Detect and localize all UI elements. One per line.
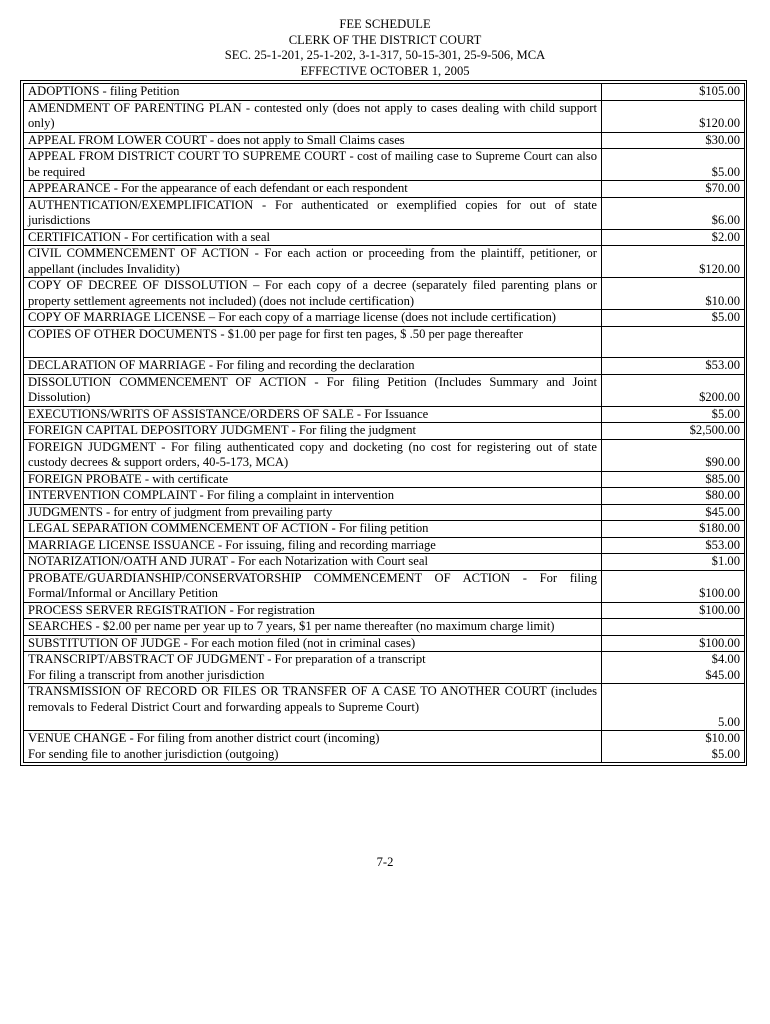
statute-sections: SEC. 25-1-201, 25-1-202, 3-1-317, 50-15-301, 25-9-506, MCA [224,48,546,62]
fee-amount: $2,500.00 [602,423,745,440]
fee-description: COPIES OF OTHER DOCUMENTS - $1.00 per page for first ten pages, $ .50 per page thereafter [24,326,602,358]
fee-description: NOTARIZATION/OATH AND JURAT - For each Notarization with Court seal [24,554,602,571]
fee-amount: $180.00 [602,521,745,538]
fee-description-line: TRANSCRIPT/ABSTRACT OF JUDGMENT - For preparation of a transcript [28,652,426,666]
fee-description: ADOPTIONS - filing Petition [24,84,602,101]
fee-row [24,521,745,538]
fee-description [24,652,602,684]
fee-amount [602,326,745,358]
fee-description: APPEAL FROM DISTRICT COURT TO SUPREME COURT - cost of mailing case to Supreme Court can also be required [24,149,602,181]
fee-table-frame [20,80,747,766]
fee-row [24,278,745,310]
fee-description [24,731,602,763]
fee-amount: $85.00 [602,471,745,488]
fee-row [24,246,745,278]
fee-amount: $100.00 [602,635,745,652]
fee-description: MARRIAGE LICENSE ISSUANCE - For issuing, filing and recording marriage [24,537,602,554]
fee-description: AMENDMENT OF PARENTING PLAN - contested only (does not apply to cases dealing with child support only) [24,100,602,132]
fee-amount: $80.00 [602,488,745,505]
fee-amount: $10.00 [602,278,745,310]
fee-description: PROBATE/GUARDIANSHIP/CONSERVATORSHIP COMMENCEMENT OF ACTION - For filing Formal/Informal or Ancillary Petition [24,570,602,602]
fee-description: FOREIGN PROBATE - with certificate [24,471,602,488]
fee-row [24,181,745,198]
fee-description: JUDGMENTS - for entry of judgment from prevailing party [24,504,602,521]
fee-amount-line: $5.00 [711,746,740,761]
fee-description: LEGAL SEPARATION COMMENCEMENT OF ACTION - For filing petition [24,521,602,538]
fee-amount: $1.00 [602,554,745,571]
fee-amount [602,619,745,636]
fee-amount: $30.00 [602,132,745,149]
fee-row [24,554,745,571]
fee-row [24,229,745,246]
fee-row [24,149,745,181]
fee-row [24,100,745,132]
fee-amount: $120.00 [602,246,745,278]
fee-amount: $45.00 [602,504,745,521]
fee-row [24,84,745,101]
page-number: 7-2 [376,855,394,869]
fee-row [24,374,745,406]
fee-description: APPEAL FROM LOWER COURT - does not apply to Small Claims cases [24,132,602,149]
fee-description: PROCESS SERVER REGISTRATION - For registration [24,602,602,619]
fee-description-line: For filing a transcript from another jurisdiction [28,667,265,682]
fee-row [24,406,745,423]
fee-description: EXECUTIONS/WRITS OF ASSISTANCE/ORDERS OF SALE - For Issuance [24,406,602,423]
fee-amount: $90.00 [602,439,745,471]
fee-description: DECLARATION OF MARRIAGE - For filing and recording the declaration [24,358,602,375]
fee-description: TRANSMISSION OF RECORD OR FILES OR TRANSFER OF A CASE TO ANOTHER COURT (includes removals to Federal District Court and forwarding appeals to Supreme Court) [24,684,602,731]
fee-row [24,197,745,229]
fee-description-line: For sending file to another jurisdiction (outgoing) [28,746,279,761]
fee-amount: $53.00 [602,358,745,375]
fee-row [24,731,745,763]
fee-description: FOREIGN JUDGMENT - For filing authenticated copy and docketing (no cost for registering out of state custody decrees & support orders, 40-5-173, MCA) [24,439,602,471]
fee-row [24,423,745,440]
fee-description: SUBSTITUTION OF JUDGE - For each motion filed (not in criminal cases) [24,635,602,652]
fee-amount: $120.00 [602,100,745,132]
document-title: FEE SCHEDULE [339,17,431,31]
fee-row [24,310,745,327]
fee-row [24,537,745,554]
fee-amount: $5.00 [602,149,745,181]
fee-amount: $100.00 [602,602,745,619]
fee-amount-line: $4.00 [711,652,740,666]
fee-amount: $5.00 [602,310,745,327]
fee-description: DISSOLUTION COMMENCEMENT OF ACTION - For filing Petition (Includes Summary and Joint Dissolution) [24,374,602,406]
fee-description: SEARCHES - $2.00 per name per year up to 7 years, $1 per name thereafter (no maximum charge limit) [24,619,602,636]
fee-description: COPY OF MARRIAGE LICENSE – For each copy of a marriage license (does not include certification) [24,310,602,327]
fee-table [23,83,745,763]
effective-date: EFFECTIVE OCTOBER 1, 2005 [300,63,470,78]
fee-row [24,358,745,375]
fee-amount: $5.00 [602,406,745,423]
fee-row [24,684,745,731]
fee-description: FOREIGN CAPITAL DEPOSITORY JUDGMENT - For filing the judgment [24,423,602,440]
fee-amount [602,731,745,763]
fee-row [24,652,745,684]
fee-description: COPY OF DECREE OF DISSOLUTION – For each copy of a decree (separately filed parenting plans or property settlement agreements not included) (does not include certification) [24,278,602,310]
fee-amount-line: $10.00 [705,731,740,745]
fee-amount: $105.00 [602,84,745,101]
fee-row [24,635,745,652]
fee-row [24,439,745,471]
fee-amount: $2.00 [602,229,745,246]
fee-amount: $100.00 [602,570,745,602]
fee-row [24,326,745,358]
document-header [0,17,770,79]
document-subtitle: CLERK OF THE DISTRICT COURT [288,32,482,47]
fee-row [24,132,745,149]
fee-amount-line: $45.00 [705,667,740,682]
fee-amount: $70.00 [602,181,745,198]
fee-row [24,570,745,602]
fee-row [24,504,745,521]
fee-description: APPEARANCE - For the appearance of each defendant or each respondent [24,181,602,198]
fee-description-line: VENUE CHANGE - For filing from another district court (incoming) [28,731,380,745]
fee-row [24,619,745,636]
fee-description: AUTHENTICATION/EXEMPLIFICATION - For authenticated or exemplified copies for out of state jurisdictions [24,197,602,229]
fee-amount: $53.00 [602,537,745,554]
fee-amount [602,652,745,684]
fee-description: CERTIFICATION - For certification with a seal [24,229,602,246]
fee-table-body [24,84,745,763]
fee-row [24,602,745,619]
fee-amount: 5.00 [602,684,745,731]
fee-amount: $200.00 [602,374,745,406]
fee-description: CIVIL COMMENCEMENT OF ACTION - For each action or proceeding from the plaintiff, petitioner, or appellant (includes Invalidity) [24,246,602,278]
fee-row [24,488,745,505]
fee-description: INTERVENTION COMPLAINT - For filing a complaint in intervention [24,488,602,505]
fee-amount: $6.00 [602,197,745,229]
fee-row [24,471,745,488]
